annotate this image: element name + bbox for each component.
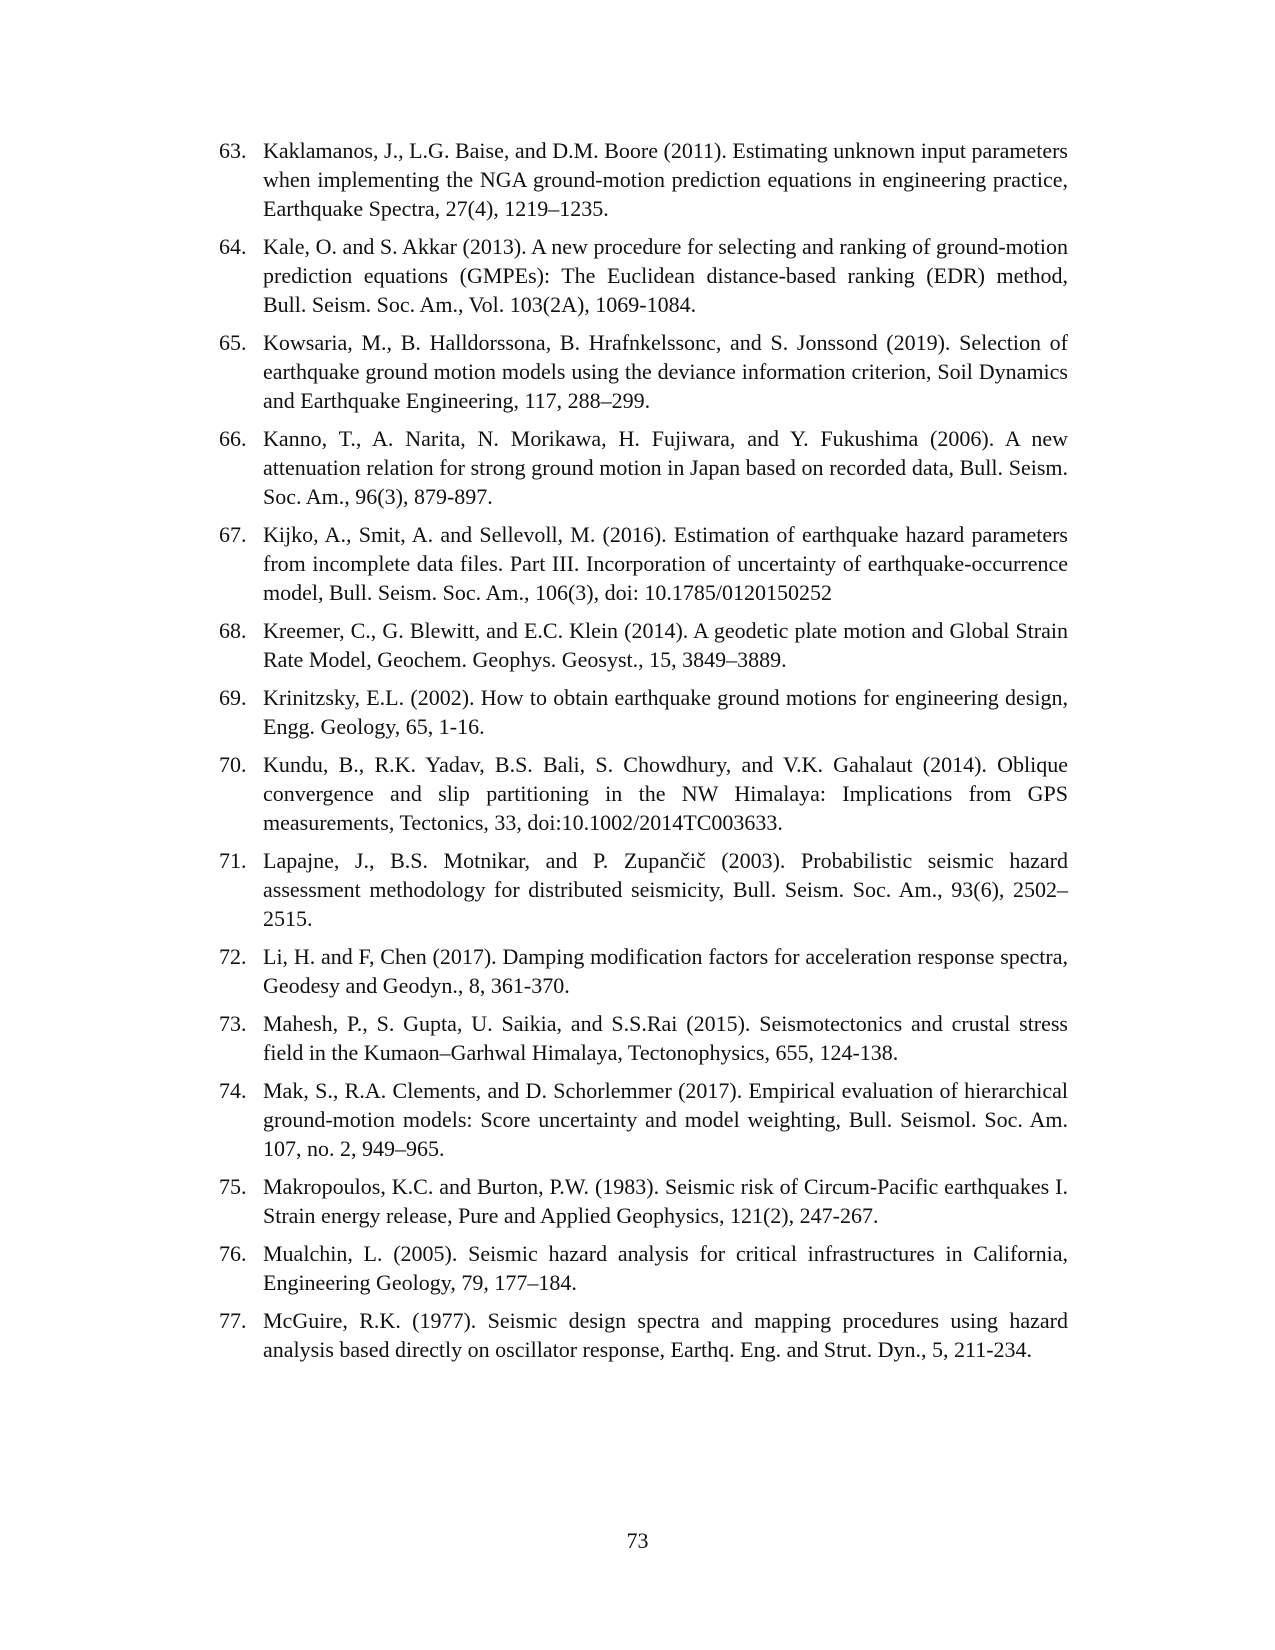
reference-item xyxy=(219,683,1068,741)
reference-number: 65. xyxy=(219,330,247,355)
reference-number: 66. xyxy=(219,426,247,451)
reference-item xyxy=(219,232,1068,319)
reference-number: 72. xyxy=(219,944,247,969)
reference-text: Kijko, A., Smit, A. and Sellevoll, M. (2016). Estimation of earthquake hazard parameters from incomplete data files. Part III. Incorporation of uncertainty of earthquake-occurrence model, Bull. Seism. Soc. Am., 106(3), doi: 10.1785/0120150252 xyxy=(263,522,1068,605)
reference-item xyxy=(219,1306,1068,1364)
reference-item xyxy=(219,1009,1068,1067)
reference-item xyxy=(219,616,1068,674)
page-number: 73 xyxy=(626,1528,649,1553)
reference-number: 76. xyxy=(219,1241,247,1266)
reference-text: Kreemer, C., G. Blewitt, and E.C. Klein (2014). A geodetic plate motion and Global Strain Rate Model, Geochem. Geophys. Geosyst., 15, 3849–3889. xyxy=(263,618,1068,672)
reference-text: Li, H. and F, Chen (2017). Damping modification factors for acceleration response spectra, Geodesy and Geodyn., 8, 361-370. xyxy=(263,944,1068,998)
reference-number: 71. xyxy=(219,848,247,873)
reference-text: Krinitzsky, E.L. (2002). How to obtain earthquake ground motions for engineering design, Engg. Geology, 65, 1-16. xyxy=(263,685,1068,739)
reference-text: Kale, O. and S. Akkar (2013). A new procedure for selecting and ranking of ground-motion prediction equations (GMPEs): The Euclidean distance-based ranking (EDR) method, Bull. Seism. Soc. Am., Vol. 103(2A), 1069-1084. xyxy=(263,234,1068,317)
reference-number: 64. xyxy=(219,234,247,259)
reference-item xyxy=(219,424,1068,511)
reference-number: 77. xyxy=(219,1308,247,1333)
reference-item xyxy=(219,136,1068,223)
reference-text: Kaklamanos, J., L.G. Baise, and D.M. Boore (2011). Estimating unknown input parameters when implementing the NGA ground-motion prediction equations in engineering practice, Earthquake Spectra, 27(4), 1219–1235. xyxy=(263,138,1068,221)
reference-number: 68. xyxy=(219,618,247,643)
reference-number: 75. xyxy=(219,1174,247,1199)
reference-text: Kowsaria, M., B. Halldorssona, B. Hrafnkelssonc, and S. Jonssond (2019). Selection of earthquake ground motion models using the deviance information criterion, Soil Dynamics and Earthquake Engineering, 117, 288–299. xyxy=(263,330,1068,413)
reference-text: Lapajne, J., B.S. Motnikar, and P. Zupančič (2003). Probabilistic seismic hazard assessment methodology for distributed seismicity, Bull. Seism. Soc. Am., 93(6), 2502–2515. xyxy=(263,848,1068,931)
reference-text: Mak, S., R.A. Clements, and D. Schorlemmer (2017). Empirical evaluation of hierarchical ground-motion models: Score uncertainty and model weighting, Bull. Seismol. Soc. Am. 107, no. 2, 949–965. xyxy=(263,1078,1068,1161)
reference-number: 74. xyxy=(219,1078,247,1103)
reference-text: Makropoulos, K.C. and Burton, P.W. (1983). Seismic risk of Circum-Pacific earthquakes I. Strain energy release, Pure and Applied Geophysics, 121(2), 247-267. xyxy=(263,1174,1068,1228)
reference-item xyxy=(219,520,1068,607)
reference-text: Mahesh, P., S. Gupta, U. Saikia, and S.S.Rai (2015). Seismotectonics and crustal stress field in the Kumaon–Garhwal Himalaya, Tectonophysics, 655, 124-138. xyxy=(263,1011,1068,1065)
reference-item xyxy=(219,1076,1068,1163)
reference-number: 63. xyxy=(219,138,247,163)
reference-list xyxy=(219,136,1068,1373)
reference-text: Kundu, B., R.K. Yadav, B.S. Bali, S. Chowdhury, and V.K. Gahalaut (2014). Oblique convergence and slip partitioning in the NW Himalaya: Implications from GPS measurements, Tectonics, 33, doi:10.1002/2014TC003633. xyxy=(263,752,1068,835)
reference-item xyxy=(219,942,1068,1000)
reference-number: 73. xyxy=(219,1011,247,1036)
reference-item xyxy=(219,846,1068,933)
reference-number: 70. xyxy=(219,752,247,777)
reference-text: Mualchin, L. (2005). Seismic hazard analysis for critical infrastructures in California, Engineering Geology, 79, 177–184. xyxy=(263,1241,1068,1295)
reference-item xyxy=(219,328,1068,415)
reference-number: 67. xyxy=(219,522,247,547)
reference-number: 69. xyxy=(219,685,247,710)
reference-text: McGuire, R.K. (1977). Seismic design spectra and mapping procedures using hazard analysis based directly on oscillator response, Earthq. Eng. and Strut. Dyn., 5, 211-234. xyxy=(263,1308,1068,1362)
reference-item xyxy=(219,1172,1068,1230)
reference-item xyxy=(219,750,1068,837)
reference-text: Kanno, T., A. Narita, N. Morikawa, H. Fujiwara, and Y. Fukushima (2006). A new attenuation relation for strong ground motion in Japan based on recorded data, Bull. Seism. Soc. Am., 96(3), 879-897. xyxy=(263,426,1068,509)
reference-item xyxy=(219,1239,1068,1297)
